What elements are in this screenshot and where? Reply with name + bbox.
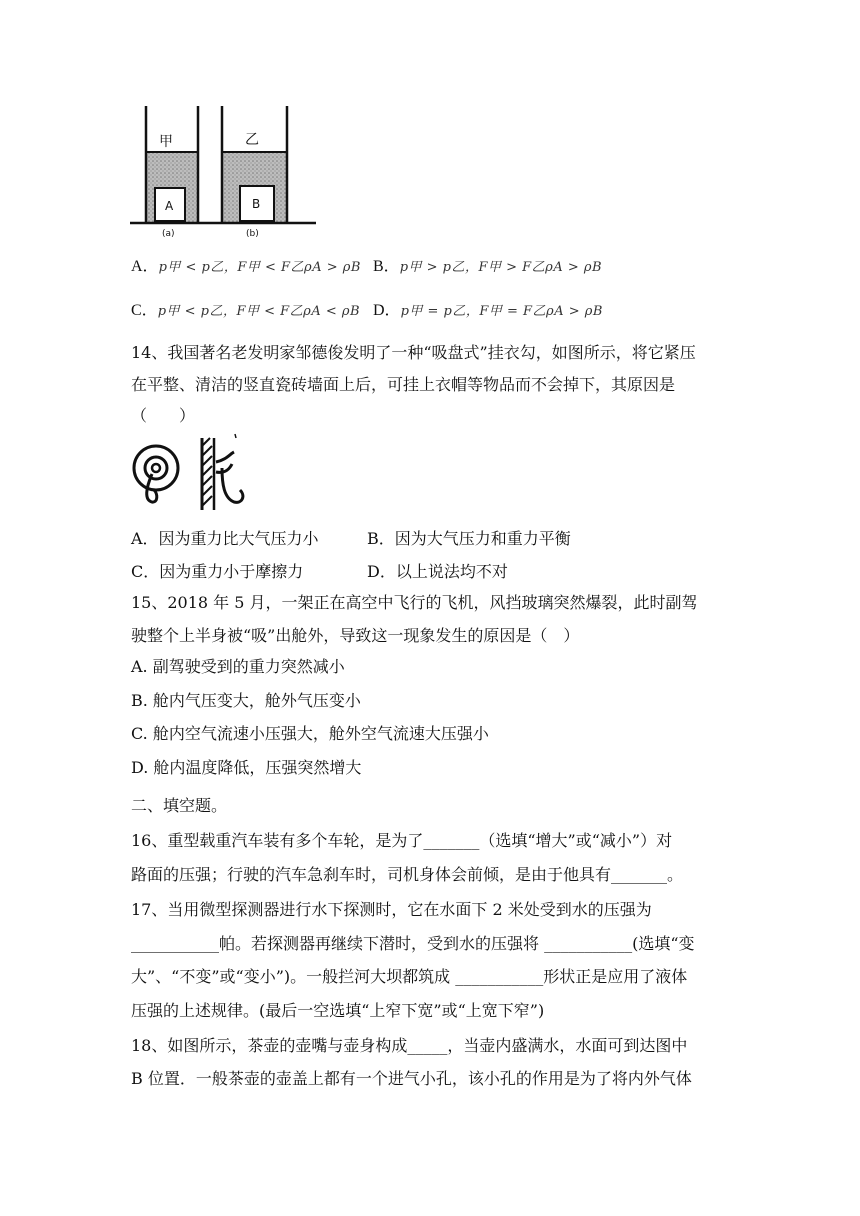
- label-yi: 乙: [245, 132, 259, 148]
- q15-option-d: D. 舱内温度降低，压强突然增大: [131, 758, 362, 777]
- option-label: D．: [373, 302, 401, 319]
- q13-option-d: [373, 300, 603, 322]
- wall-hatch: [202, 438, 214, 510]
- q15-stem-line-2: 驶整个上半身被“吸”出舱外，导致这一现象发生的原因是（ ）: [131, 626, 580, 645]
- suction-hook-figure: [130, 432, 255, 512]
- option-formula: p甲 < p乙，F甲 < F乙ρA > ρB: [158, 260, 361, 275]
- q14-stem-line-2: 在平整、清洁的竖直瓷砖墙面上后，可挂上衣帽等物品而不会掉下，其原因是: [131, 375, 676, 394]
- q14-option-a: A．因为重力比大气压力小: [131, 529, 319, 548]
- q14-stem-line-1: 14、我国著名老发明家邹德俊发明了一种“吸盘式”挂衣勾，如图所示，将它紧压: [131, 343, 696, 362]
- q17-line-1: 17、当用微型探测器进行水下探测时，它在水面下 2 米处受到水的压强为: [131, 900, 652, 919]
- q14-option-d: D．以上说法均不对: [367, 562, 508, 581]
- caption-a: (a): [162, 229, 175, 239]
- option-label: A．: [131, 258, 159, 275]
- q18-line-2: B 位置．一般茶壶的壶盖上都有一个进气小孔，该小孔的作用是为了将内外气体: [131, 1069, 692, 1088]
- q13-option-a: [131, 256, 361, 278]
- q13-option-b: [373, 256, 602, 278]
- caption-b: (b): [246, 229, 259, 239]
- q16-line-2: 路面的压强；行驶的汽车急刹车时，司机身体会前倾，是由于他具有_______。: [131, 865, 684, 884]
- q17-line-4: 压强的上述规律。(最后一空选填“上窄下宽”或“上宽下窄”): [131, 1001, 545, 1020]
- label-jia: 甲: [159, 134, 173, 150]
- q15-option-c: C. 舱内空气流速小压强大，舱外空气流速大压强小: [131, 724, 489, 743]
- block-a-label: A: [165, 199, 174, 213]
- q15-stem-line-1: 15、2018 年 5 月，一架正在高空中飞行的飞机，风挡玻璃突然爆裂，此时副驾: [131, 593, 698, 612]
- q18-line-1: 18、如图所示，茶壶的壶嘴与壶身构成_____，当壶内盛满水，水面可到达图中: [131, 1036, 688, 1055]
- q17-line-3: 大”、“不变”或“变小”)。一般拦河大坝都筑成 ___________形状正是应用了液体: [131, 967, 688, 986]
- q17-line-2: ___________帕。若探测器再继续下潜时，受到水的压强将 ___________(选填“变: [131, 934, 695, 953]
- q13-figure: [128, 104, 318, 239]
- suction-hook-side: [216, 434, 243, 502]
- q15-option-b: B. 舱内气压变大，舱外气压变小: [131, 691, 361, 710]
- option-formula: p甲 < p乙，F甲 < F乙ρA < ρB: [157, 304, 361, 319]
- suction-cup-front: [134, 446, 178, 502]
- option-label: C．: [131, 302, 158, 319]
- section-heading-fill-in: 二、填空题。: [131, 796, 228, 815]
- option-formula: p甲 > p乙，F甲 > F乙ρA > ρB: [399, 260, 603, 275]
- q14-stem-line-3: （ ）: [131, 406, 196, 425]
- option-formula: p甲 = p乙，F甲 = F乙ρA > ρB: [400, 304, 603, 319]
- block-b-label: B: [252, 197, 261, 211]
- q16-line-1: 16、重型载重汽车装有多个车轮，是为了_______（选填“增大”或“减小”）对: [131, 831, 673, 850]
- q14-option-b: B．因为大气压力和重力平衡: [367, 529, 571, 548]
- option-label: B．: [373, 258, 400, 275]
- q14-option-c: C．因为重力小于摩擦力: [131, 562, 304, 581]
- q15-option-a: A. 副驾驶受到的重力突然减小: [131, 657, 345, 676]
- q13-option-c: [131, 300, 360, 322]
